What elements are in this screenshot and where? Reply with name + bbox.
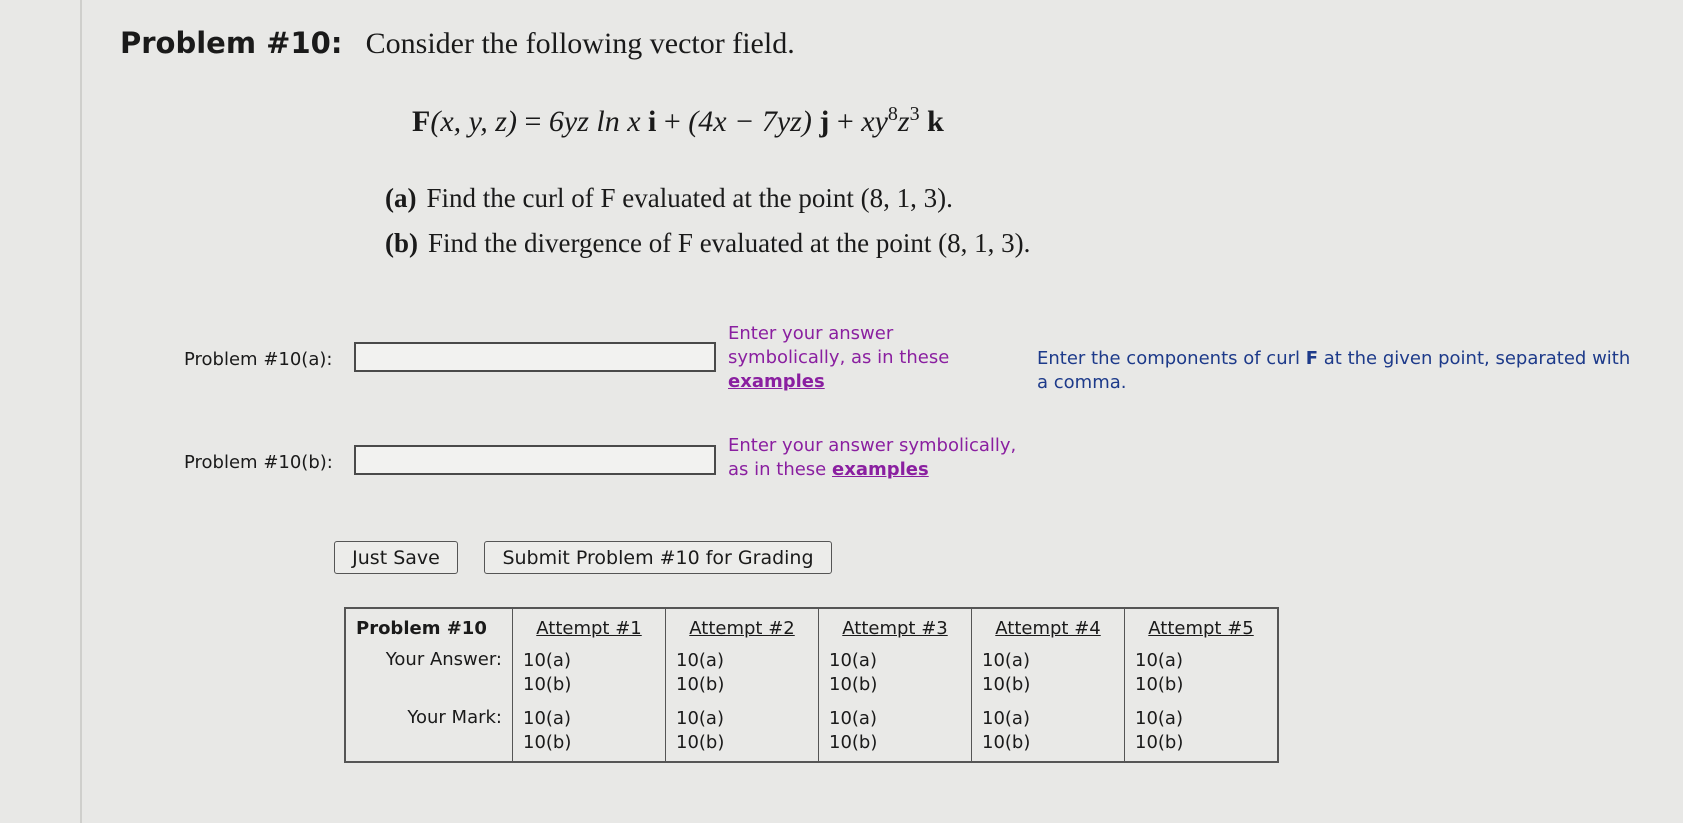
page-edge-divider [80,0,82,823]
your-answer-label: Your Answer: [345,647,513,699]
answer-cell-1 [513,647,666,699]
problem-title: Problem #10: [120,26,343,60]
side-note-post: at the given point, separated with a comma. [1037,348,1631,393]
formula-plus2: + [836,105,854,138]
attempt-3-header[interactable]: Attempt #3 [819,608,972,647]
answer-b-label: Problem #10(b): [184,452,333,473]
answer-cell-4 [972,647,1125,699]
mark-cell-line-b: 10(b) [523,732,572,753]
your-mark-row [345,699,1278,762]
answer-cell-3 [819,647,972,699]
answer-cell-line-b: 10(b) [829,674,878,695]
formula-F: F [412,105,431,138]
formula-plus1: + [663,105,681,138]
answer-cell-line-b: 10(b) [676,674,725,695]
answer-cell-line-a: 10(a) [676,650,724,671]
part-b-text: Find the divergence of F evaluated at the point (8, 1, 3). [428,228,1031,258]
answer-cell-line-a: 10(a) [982,650,1030,671]
mark-cell-4 [972,699,1125,762]
formula-term3-exp1: 8 [887,103,898,125]
formula-equals: = [524,105,542,138]
part-a-question [385,183,953,214]
mark-cell-line-a: 10(a) [676,708,724,729]
part-b-question [385,228,1030,259]
mark-cell-line-a: 10(a) [1135,708,1183,729]
attempt-1-header[interactable]: Attempt #1 [513,608,666,647]
mark-cell-3 [819,699,972,762]
attempts-header-row [345,608,1278,647]
just-save-button[interactable]: Just Save [334,541,458,574]
mark-cell-line-b: 10(b) [982,732,1031,753]
part-b-label: (b) [385,228,418,258]
answer-cell-line-a: 10(a) [829,650,877,671]
formula-args: (x, y, z) [430,105,517,138]
answer-b-hint-line2: as in these [728,459,827,480]
answer-cell-line-a: 10(a) [1135,650,1183,671]
problem-header [120,26,795,61]
formula-term3-exp2: 3 [909,103,920,125]
answer-b-examples-link[interactable]: examples [832,459,929,480]
mark-cell-5 [1125,699,1279,762]
part-a-text: Find the curl of F evaluated at the point (8, 1, 3). [426,183,953,213]
answer-cell-line-b: 10(b) [1135,674,1184,695]
vector-field-formula [412,103,944,139]
answer-cell-line-b: 10(b) [523,674,572,695]
answer-cell-line-a: 10(a) [523,650,571,671]
answer-cell-5 [1125,647,1279,699]
formula-unit-j: j [819,105,830,138]
attempt-4-header[interactable]: Attempt #4 [972,608,1125,647]
formula-term3-mid: z [897,105,910,138]
answer-a-hint-line1: Enter your answer [728,323,894,344]
formula-term1: 6yz ln x [548,105,641,138]
formula-term3-base: xy [861,105,888,138]
side-note-bold: F [1305,348,1319,369]
mark-cell-line-a: 10(a) [829,708,877,729]
mark-cell-2 [666,699,819,762]
answer-a-examples-link[interactable]: examples [728,371,825,392]
attempts-table [344,607,1279,763]
mark-cell-line-b: 10(b) [676,732,725,753]
answer-cell-2 [666,647,819,699]
submit-grading-button[interactable]: Submit Problem #10 for Grading [484,541,832,574]
formula-unit-k: k [927,105,944,138]
attempt-5-header[interactable]: Attempt #5 [1125,608,1279,647]
side-note-pre: Enter the components of curl [1037,348,1306,369]
answer-cell-line-b: 10(b) [982,674,1031,695]
mark-cell-1 [513,699,666,762]
formula-term2: (4x − 7yz) [688,105,812,138]
answer-b-hint-line1: Enter your answer symbolically, [728,435,1017,456]
attempt-2-header[interactable]: Attempt #2 [666,608,819,647]
answer-a-input[interactable] [354,342,716,372]
answer-a-hint-line2: symbolically, as in these [728,347,950,368]
formula-unit-i: i [648,105,657,138]
answer-a-label: Problem #10(a): [184,349,333,370]
your-answer-row [345,647,1278,699]
mark-cell-line-a: 10(a) [982,708,1030,729]
mark-cell-line-b: 10(b) [829,732,878,753]
mark-cell-line-a: 10(a) [523,708,571,729]
answer-b-hint [728,434,1016,482]
problem-intro: Consider the following vector field. [365,27,795,60]
curl-instructions-note [1037,347,1637,395]
mark-cell-line-b: 10(b) [1135,732,1184,753]
answer-a-hint [728,322,949,394]
your-mark-label: Your Mark: [345,699,513,762]
part-a-label: (a) [385,183,417,213]
attempts-table-title: Problem #10 [345,608,513,647]
answer-b-input[interactable] [354,445,716,475]
